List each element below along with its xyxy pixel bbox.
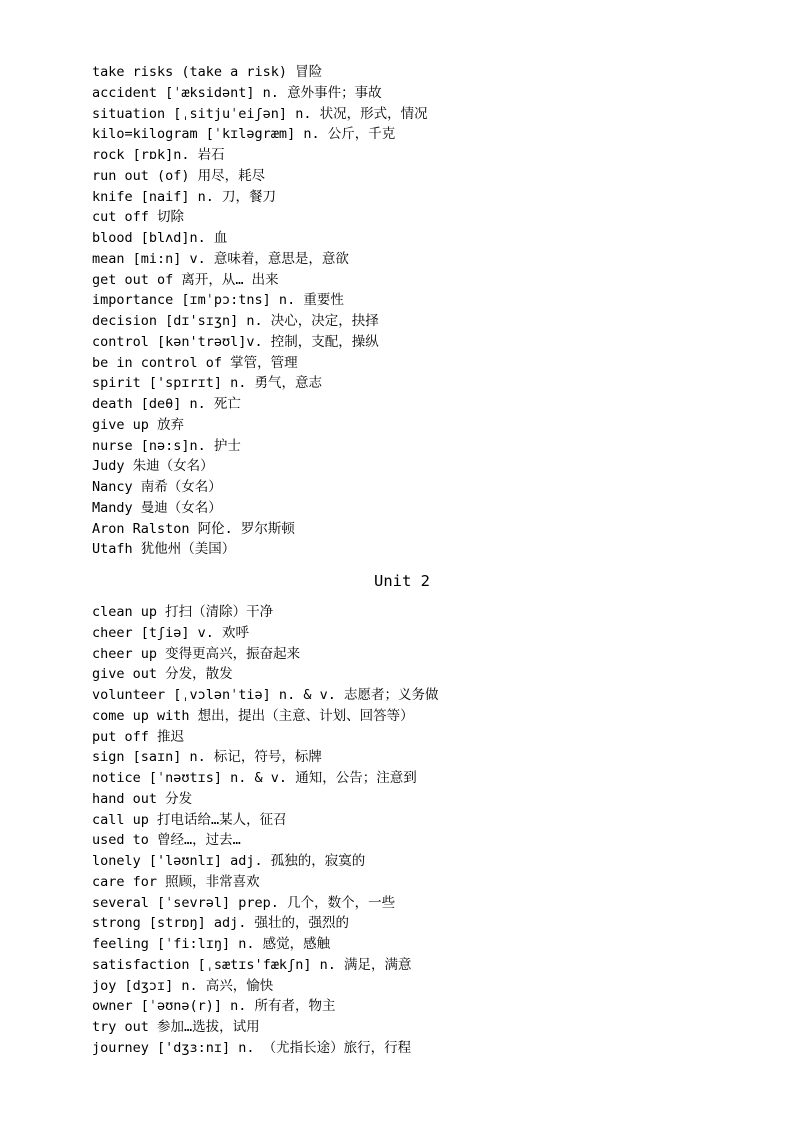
vocab-entry: take risks (take a risk) 冒险 (92, 64, 323, 80)
vocab-entry: notice [ˈnəʊtɪs] n. & v. 通知，公告；注意到 (92, 770, 417, 786)
vocab-entry: owner [ˈəʊnə(r)] n. 所有者，物主 (92, 998, 336, 1015)
vocab-entry: try out 参加…选拔，试用 (92, 1019, 260, 1035)
vocab-entry: spirit ['spɪrɪt] n. 勇气，意志 (92, 375, 323, 392)
vocab-entry: rock [rɒk]n. 岩石 (92, 147, 225, 163)
unit-heading: Unit 2 (374, 572, 430, 590)
vocab-entry: feeling [ˈfi:lɪŋ] n. 感觉，感触 (92, 936, 331, 952)
vocab-list-section-1 (92, 62, 712, 560)
vocab-entry: give out 分发，散发 (92, 666, 233, 683)
vocab-entry: blood [blʌd]n. 血 (92, 230, 228, 246)
vocab-entry: Utafh 犹他州（美国） (92, 541, 236, 558)
vocab-entry: hand out 分发 (92, 790, 193, 807)
vocab-entry: cheer up 变得更高兴，振奋起来 (92, 645, 301, 662)
vocab-entry: cut off 切除 (92, 209, 185, 226)
vocab-entry: death [deθ] n. 死亡 (92, 396, 241, 412)
vocab-entry: decision [dɪ'sɪʒn] n. 决心，决定，抉择 (92, 313, 379, 329)
vocab-entry: come up with 想出，提出（主意、计划、回答等） (92, 707, 414, 724)
vocab-entry: satisfaction [ˌsætɪs'fækʃn] n. 满足，满意 (92, 956, 412, 973)
vocab-entry: cheer [tʃiə] v. 欢呼 (92, 624, 250, 641)
vocab-entry: Judy 朱迪（女名） (92, 458, 214, 475)
vocab-entry: strong [strɒŋ] adj. 强壮的，强烈的 (92, 915, 350, 932)
vocab-entry: clean up 打扫（清除）干净 (92, 604, 274, 620)
vocab-list-section-2 (92, 602, 712, 1059)
vocab-entry: several [ˈsevrəl] prep. 几个，数个，一些 (92, 894, 396, 911)
vocab-entry: accident [ˈæksidənt] n. 意外事件；事故 (92, 84, 382, 101)
vocab-entry: lonely ['ləʊnlɪ] adj. 孤独的，寂寞的 (92, 853, 366, 869)
vocab-entry: importance [ɪmˈpɔ:tns] n. 重要性 (92, 292, 344, 309)
vocab-entry: control [kən'trəʊl]v. 控制，支配，操纵 (92, 333, 379, 350)
vocab-entry: Mandy 曼迪（女名） (92, 499, 222, 516)
vocab-entry: Nancy 南希（女名） (92, 479, 222, 495)
vocab-entry: joy [dʒɔɪ] n. 高兴，愉快 (92, 977, 274, 994)
vocab-entry: call up 打电话给…某人，征召 (92, 811, 287, 828)
vocab-entry: nurse [nə:s]n. 护士 (92, 437, 241, 454)
vocab-entry: kilo=kilogram [ˈkɪləgræm] n. 公斤，千克 (92, 126, 396, 143)
vocab-entry: journey ['dʒɜ:nɪ] n. （尤指长途）旅行，行程 (92, 1039, 412, 1056)
vocab-entry: knife [naif] n. 刀，餐刀 (92, 188, 277, 205)
vocab-entry: be in control of 掌管，管理 (92, 354, 298, 371)
vocab-entry: get out of 离开，从… 出来 (92, 271, 279, 288)
vocab-entry: situation [ˌsitjuˈeiʃən] n. 状况，形式，情况 (92, 105, 428, 122)
vocab-entry: sign [saɪn] n. 标记，符号，标牌 (92, 749, 322, 766)
vocab-entry: care for 照顾，非常喜欢 (92, 873, 260, 890)
vocab-entry: put off 推迟 (92, 728, 185, 745)
vocab-entry: run out (of) 用尽，耗尽 (92, 167, 266, 184)
vocab-entry: volunteer [ˌvɔlənˈtiə] n. & v. 志愿者；义务做 (92, 687, 439, 703)
vocab-entry: used to 曾经…，过去… (92, 832, 241, 849)
vocab-entry: mean [mi:n] v. 意味着，意思是，意欲 (92, 250, 349, 267)
vocab-entry: give up 放弃 (92, 416, 185, 433)
vocab-entry: Aron Ralston 阿伦. 罗尔斯顿 (92, 520, 295, 537)
